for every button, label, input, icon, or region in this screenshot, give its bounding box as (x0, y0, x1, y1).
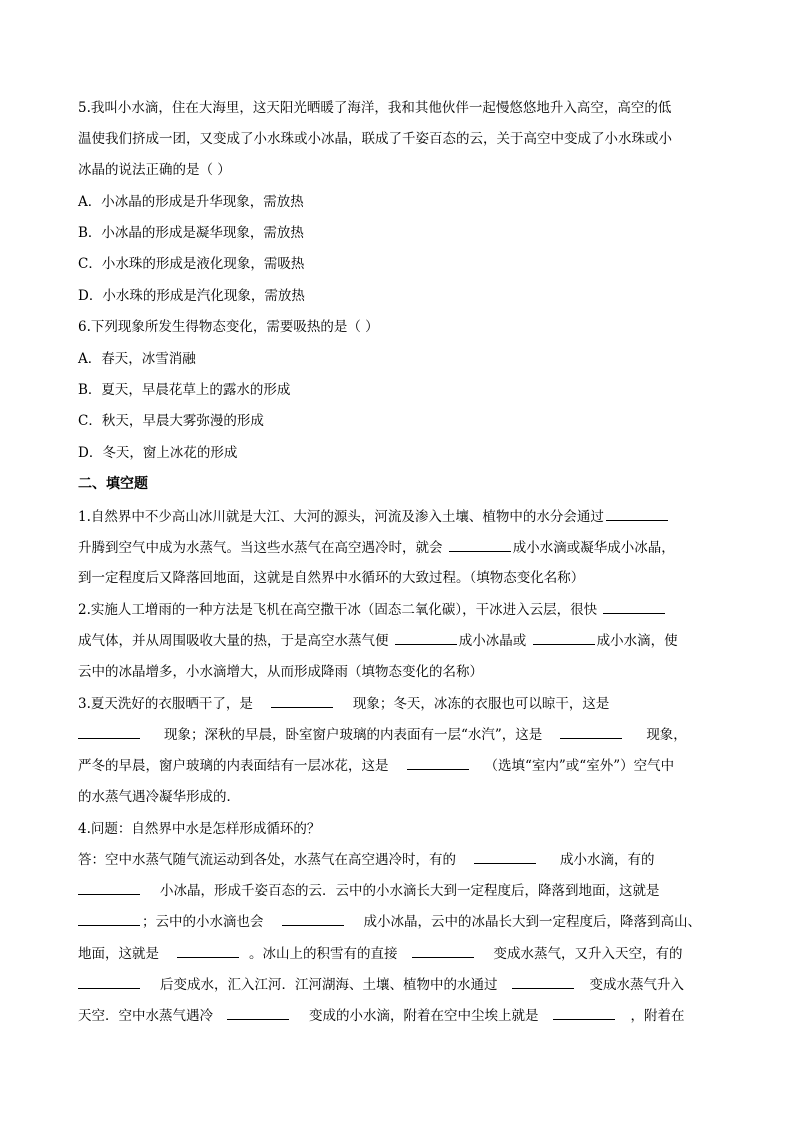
fill4-text-6a: 后变成水，汇入江河．江河湖海、土壤、植物中的水通过 (160, 977, 498, 993)
fill3-text-2a: 现象；深秋的早晨，卧室窗户玻璃的内表面有一层“水汽”，这是 (164, 727, 543, 743)
fill3-line-3 (78, 755, 674, 777)
section-heading: 二、填空题 (78, 476, 148, 492)
fill4-text-7c: ，附着在 (630, 1008, 685, 1024)
answer-blank[interactable] (533, 630, 595, 645)
answer-blank[interactable] (227, 1005, 289, 1020)
fill1-text-1: 1.自然界中不少高山冰川就是大江、大河的源头，河流及渗入土壤、植物中的水分会通过 (78, 509, 604, 525)
fill2-text-1: 2.实施人工增雨的一种方法是飞机在高空撒干冰（固态二氧化碳），干冰进入云层，很快 (78, 602, 602, 618)
fill1-line-1 (78, 506, 670, 528)
fill4-line-5 (78, 943, 683, 965)
fill4-line-3 (78, 880, 660, 902)
q5-stem-line-2: 温使我们挤成一团，又变成了小水珠或小冰晶，联成了千姿百态的云，关于高空中变成了小水珠或小 (78, 131, 672, 147)
fill4-text-2b: 成小水滴，有的 (560, 852, 655, 868)
fill4-text-6b: 变成水蒸气升入 (589, 977, 684, 993)
answer-blank[interactable] (78, 974, 140, 989)
fill4-line-6 (78, 974, 684, 996)
fill2-text-2a: 成气体，并从周围吸收大量的热，于是高空水蒸气便 (78, 633, 393, 649)
fill1-text-2a: 升腾到空气中成为水蒸气。当这些水蒸气在高空遇冷时，就会 (78, 540, 447, 556)
fill3-text-2b: 现象， (646, 727, 687, 743)
fill3-line-1 (78, 693, 609, 715)
answer-blank[interactable] (271, 693, 333, 708)
fill3-line-4: 的水蒸气遇冷凝华形成的． (78, 789, 240, 805)
answer-blank[interactable] (606, 506, 668, 521)
q5-option-a: A．小冰晶的形成是升华现象，需放热 (78, 194, 304, 210)
fill2-line-2 (78, 630, 678, 652)
fill3-line-2 (78, 724, 687, 746)
q6-option-b: B．夏天，早晨花草上的露水的形成 (78, 382, 291, 398)
fill4-line-4 (78, 911, 701, 933)
answer-blank[interactable] (412, 943, 474, 958)
q6-option-d: D．冬天，窗上冰花的形成 (78, 445, 238, 461)
fill3-text-1a: 3.夏天洗好的衣服晒干了，是 (78, 696, 253, 712)
fill4-text-4b: 成小冰晶，云中的冰晶长大到一定程度后，降落到高山、 (363, 914, 701, 930)
answer-blank[interactable] (512, 974, 574, 989)
answer-blank[interactable] (78, 724, 140, 739)
q5-option-c: C．小水珠的形成是液化现象，需吸热 (78, 256, 305, 272)
fill3-text-3a: 严冬的早晨，窗户玻璃的内表面结有一层冰花，这是 (78, 758, 389, 774)
fill2-line-3: 云中的冰晶增多，小水滴增大，从而形成降雨（填物态变化的名称） (78, 664, 483, 680)
answer-blank[interactable] (177, 943, 239, 958)
fill4-text-5c: 变成水蒸气，又升入天空，有的 (493, 946, 683, 962)
fill4-text-3a: 小冰晶，形成千姿百态的云．云中的小水滴长大到一定程度后，降落到地面，这就是 (160, 883, 660, 899)
answer-blank[interactable] (282, 911, 344, 926)
fill2-text-2c: 成小水滴，使 (596, 633, 678, 649)
q5-option-b: B．小冰晶的形成是凝华现象，需放热 (78, 225, 304, 241)
fill4-text-2a: 答：空中水蒸气随气流运动到各处，水蒸气在高空遇冷时，有的 (78, 852, 456, 868)
fill2-line-1 (78, 599, 667, 621)
fill4-text-5a: 地面，这就是 (78, 946, 159, 962)
fill3-text-1b: 现象；冬天，冰冻的衣服也可以晾干，这是 (352, 696, 610, 712)
q5-option-d: D．小水珠的形成是汽化现象，需放热 (78, 288, 305, 304)
answer-blank[interactable] (78, 911, 140, 926)
answer-blank[interactable] (474, 849, 536, 864)
fill1-text-2b: 成小水滴或凝华成小冰晶， (512, 540, 675, 556)
q6-option-a: A．春天，冰雪消融 (78, 351, 196, 367)
fill4-line-7 (78, 1005, 685, 1027)
answer-blank[interactable] (78, 880, 140, 895)
answer-blank[interactable] (603, 599, 665, 614)
answer-blank[interactable] (560, 724, 622, 739)
fill3-text-3b: （选填“室内”或“室外”）空气中 (484, 758, 675, 774)
fill4-text-7a: 天空．空中水蒸气遇冷 (78, 1008, 213, 1024)
answer-blank[interactable] (553, 1005, 615, 1020)
q5-stem-line-3: 冰晶的说法正确的是（ ） (78, 162, 231, 178)
fill4-text-4a: ；云中的小水滴也会 (142, 914, 264, 930)
q5-stem-line-1: 5.我叫小水滴，住在大海里，这天阳光晒暖了海洋，我和其他伙伴一起慢悠悠地升入高空，高空的低 (78, 100, 672, 116)
answer-blank[interactable] (395, 630, 457, 645)
fill4-text-7b: 变成的小水滴，附着在空中尘埃上就是 (309, 1008, 539, 1024)
answer-blank[interactable] (449, 537, 511, 552)
q6-stem: 6.下列现象所发生得物态变化，需要吸热的是（ ） (78, 319, 379, 335)
answer-blank[interactable] (407, 755, 469, 770)
fill1-line-3: 到一定程度后又降落回地面，这就是自然界中水循环的大致过程。（填物态变化名称） (78, 570, 585, 586)
fill2-text-2b: 成小冰晶或 (458, 633, 531, 649)
q6-option-c: C．秋天，早晨大雾弥漫的形成 (78, 413, 264, 429)
fill4-text-5b: 。冰山上的积雪有的直接 (249, 946, 398, 962)
fill4-line-1: 4.问题：自然界中水是怎样形成循环的？ (78, 821, 321, 837)
fill4-line-2 (78, 849, 655, 871)
fill1-line-2 (78, 537, 675, 559)
